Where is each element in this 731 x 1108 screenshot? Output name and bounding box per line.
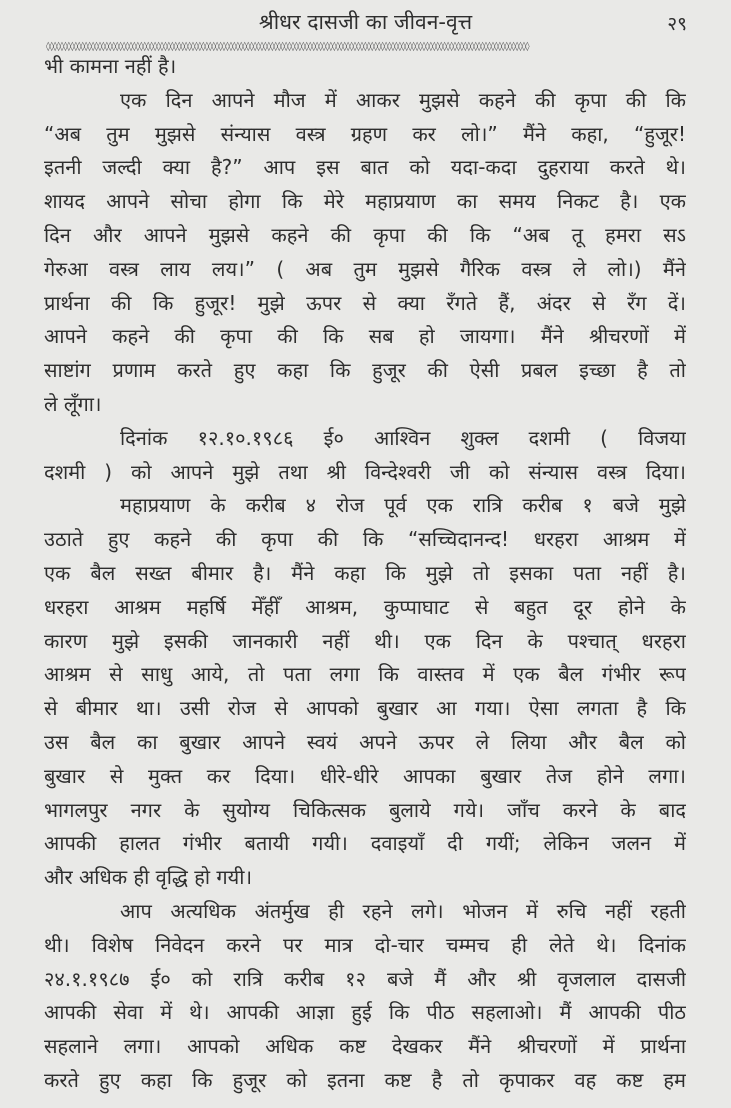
text-line: दशमी ) को आपने मुझे तथा श्री विन्देश्वरी जी को संन्यास वस्त्र दिया। (44, 459, 686, 484)
text-line: कारण मुझे इसकी जानकारी नहीं थी। एक दिन के पश्चात् धरहरा (44, 628, 686, 653)
text-line: गेरुआ वस्त्र लाय लय।” ( अब तुम मुझसे गैरिक वस्त्र ले लो।) मैंने (44, 256, 686, 281)
text-line: शायद आपने सोचा होगा कि मेरे महाप्रयाण का समय निकट है। एक (44, 189, 686, 214)
text-line: महाप्रयाण के करीब ४ रोज पूर्व एक रात्रि करीब १ बजे मुझे (120, 493, 686, 518)
text-line: ले लूँगा। (44, 391, 102, 416)
text-line: धरहरा आश्रम महर्षि मेँहीँ आश्रम, कुप्पाघाट से बहुत दूर होने के (44, 594, 686, 619)
text-line: उठाते हुए कहने की कृपा की कि “सच्चिदानन्द! धरहरा आश्रम में (44, 527, 686, 552)
text-line: एक बैल सख्त बीमार है। मैंने कहा कि मुझे तो इसका पता नहीं है। (44, 560, 686, 585)
page-body-text (44, 50, 686, 1098)
text-line: से बीमार था। उसी रोज से आपको बुखार आ गया। ऐसा लगता है कि (44, 696, 686, 721)
text-line: आप अत्यधिक अंतर्मुख ही रहने लगे। भोजन में रुचि नहीं रहती (120, 898, 686, 923)
text-line: “अब तुम मुझसे संन्यास वस्त्र ग्रहण कर लो।” मैंने कहा, “हुजूर! (44, 121, 686, 146)
text-line: आपकी हालत गंभीर बतायी गयी। दवाइयाँ दी गयीं; लेकिन जलन में (44, 831, 686, 856)
text-line: सहलाने लगा। आपको अधिक कष्ट देखकर मैंने श्रीचरणों में प्रार्थना (44, 1034, 686, 1059)
text-line: उस बैल का बुखार आपने स्वयं अपने ऊपर ले लिया और बैल को (44, 729, 686, 754)
text-line: दिन और आपने मुझसे कहने की कृपा की कि “अब तू हमरा सऽ (44, 222, 686, 247)
text-line: प्रार्थना की कि हुजूर! मुझे ऊपर से क्या रँगते हैं, अंदर से रँग दें। (44, 290, 686, 315)
page-number: २९ (667, 13, 687, 35)
text-line: आपने कहने की कृपा की कि सब हो जायगा। मैंने श्रीचरणों में (44, 324, 686, 349)
text-line: आपकी सेवा में थे। आपकी आज्ञा हुई कि पीठ सहलाओ। मैं आपकी पीठ (44, 1000, 686, 1025)
text-line: दिनांक १२.१०.१९८६ ई० आश्विन शुक्ल दशमी ( विजया (120, 425, 686, 450)
text-line: इतनी जल्दी क्या है?” आप इस बात को यदा-कदा दुहराया करते थे। (44, 155, 686, 180)
text-line: भागलपुर नगर के सुयोग्य चिकित्सक बुलाये गये। जाँच करने के बाद (44, 797, 686, 822)
text-line: साष्टांग प्रणाम करते हुए कहा कि हुजूर की ऐसी प्रबल इच्छा है तो (44, 358, 686, 383)
text-line: भी कामना नहीं है। (44, 54, 177, 78)
running-title: श्रीधर दासजी का जीवन-वृत्त (258, 10, 473, 34)
text-line: बुखार से मुक्त कर दिया। धीरे-धीरे आपका बुखार तेज होने लगा। (44, 763, 686, 788)
text-line: और अधिक ही वृद्धि हो गयी। (44, 865, 253, 890)
text-line: थी। विशेष निवेदन करने पर मात्र दो-चार चम्मच ही लेते थे। दिनांक (44, 932, 686, 957)
ornamental-divider: ◊◊◊◊◊◊◊◊◊◊◊◊◊◊◊◊◊◊◊◊◊◊◊◊◊◊◊◊◊◊◊◊◊◊◊◊◊◊◊◊◊◊◊◊◊◊◊◊◊◊◊◊◊◊◊◊◊◊◊◊◊◊◊◊◊◊◊◊◊◊◊◊◊◊◊◊◊◊◊◊◊◊◊◊◊◊◊◊◊◊◊◊◊◊◊◊◊◊◊◊◊◊◊◊◊◊◊◊◊◊◊◊◊◊◊◊◊◊◊◊◊◊◊◊◊◊◊◊◊◊◊◊◊◊◊◊◊◊◊◊ (46, 42, 529, 52)
running-header (40, 4, 691, 38)
text-line: एक दिन आपने मौज में आकर मुझसे कहने की कृपा की कि (120, 87, 686, 112)
text-line: आश्रम से साधु आये, तो पता लगा कि वास्तव में एक बैल गंभीर रूप (44, 662, 686, 687)
text-line: करते हुए कहा कि हुजूर को इतना कष्ट है तो कृपाकर वह कष्ट हम (44, 1067, 686, 1092)
text-line: २४.१.१९८७ ई० को रात्रि करीब १२ बजे मैं और श्री वृजलाल दासजी (44, 966, 686, 991)
